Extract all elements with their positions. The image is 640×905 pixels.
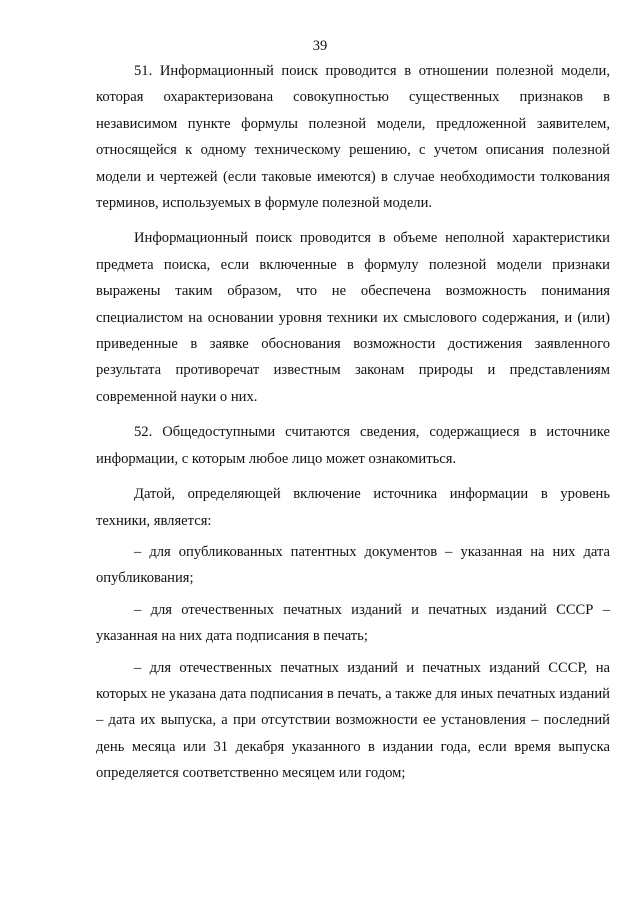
paragraph-incomplete-search: Информационный поиск проводится в объеме неполной характеристики предмета поиска, если включенные в формулу полезной модели признаки выражены таким образом, что не обеспечена возможность понимания специалистом на основании уровня техники их смыслового содержания, и (или) приведенные в заявке обоснования возможности достижения заявленного результата противоречат известным законам природы и представлениям современной науки о них. — [96, 230, 610, 405]
list-item-patent-documents: – для опубликованных патентных документов – указанная на них дата опубликования; — [96, 543, 610, 587]
document-body — [96, 58, 610, 787]
page-number: 39 — [312, 38, 328, 54]
list-item-signing-date: – для отечественных печатных изданий и печатных изданий СССР – указанная на них дата подписания в печать; — [96, 601, 610, 645]
list-item-release-date: – для отечественных печатных изданий и печатных изданий СССР, на которых не указана дата подписания в печать, а также для иных печатных изданий – дата их выпуска, а при отсутствии возможности ее установления – последний день месяца или 31 декабря указанного в издании года, если время выпуска определяется соответственно месяцем или годом; — [96, 659, 610, 782]
paragraph-prior-art-date-intro: Датой, определяющей включение источника информации в уровень техники, является: — [96, 486, 610, 529]
paragraph-52-public-information: 52. Общедоступными считаются сведения, содержащиеся в источнике информации, с которым любое лицо может ознакомиться. — [96, 424, 610, 467]
paragraph-51-search-scope: 51. Информационный поиск проводится в отношении полезной модели, которая охарактеризована совокупностью существенных признаков в независимом пункте формулы полезной модели, предложенной заявителем, относящейся к одному техническому решению, с учетом описания полезной модели и чертежей (если таковые имеются) в случае необходимости толкования терминов, используемых в формуле полезной модели. — [96, 63, 610, 212]
